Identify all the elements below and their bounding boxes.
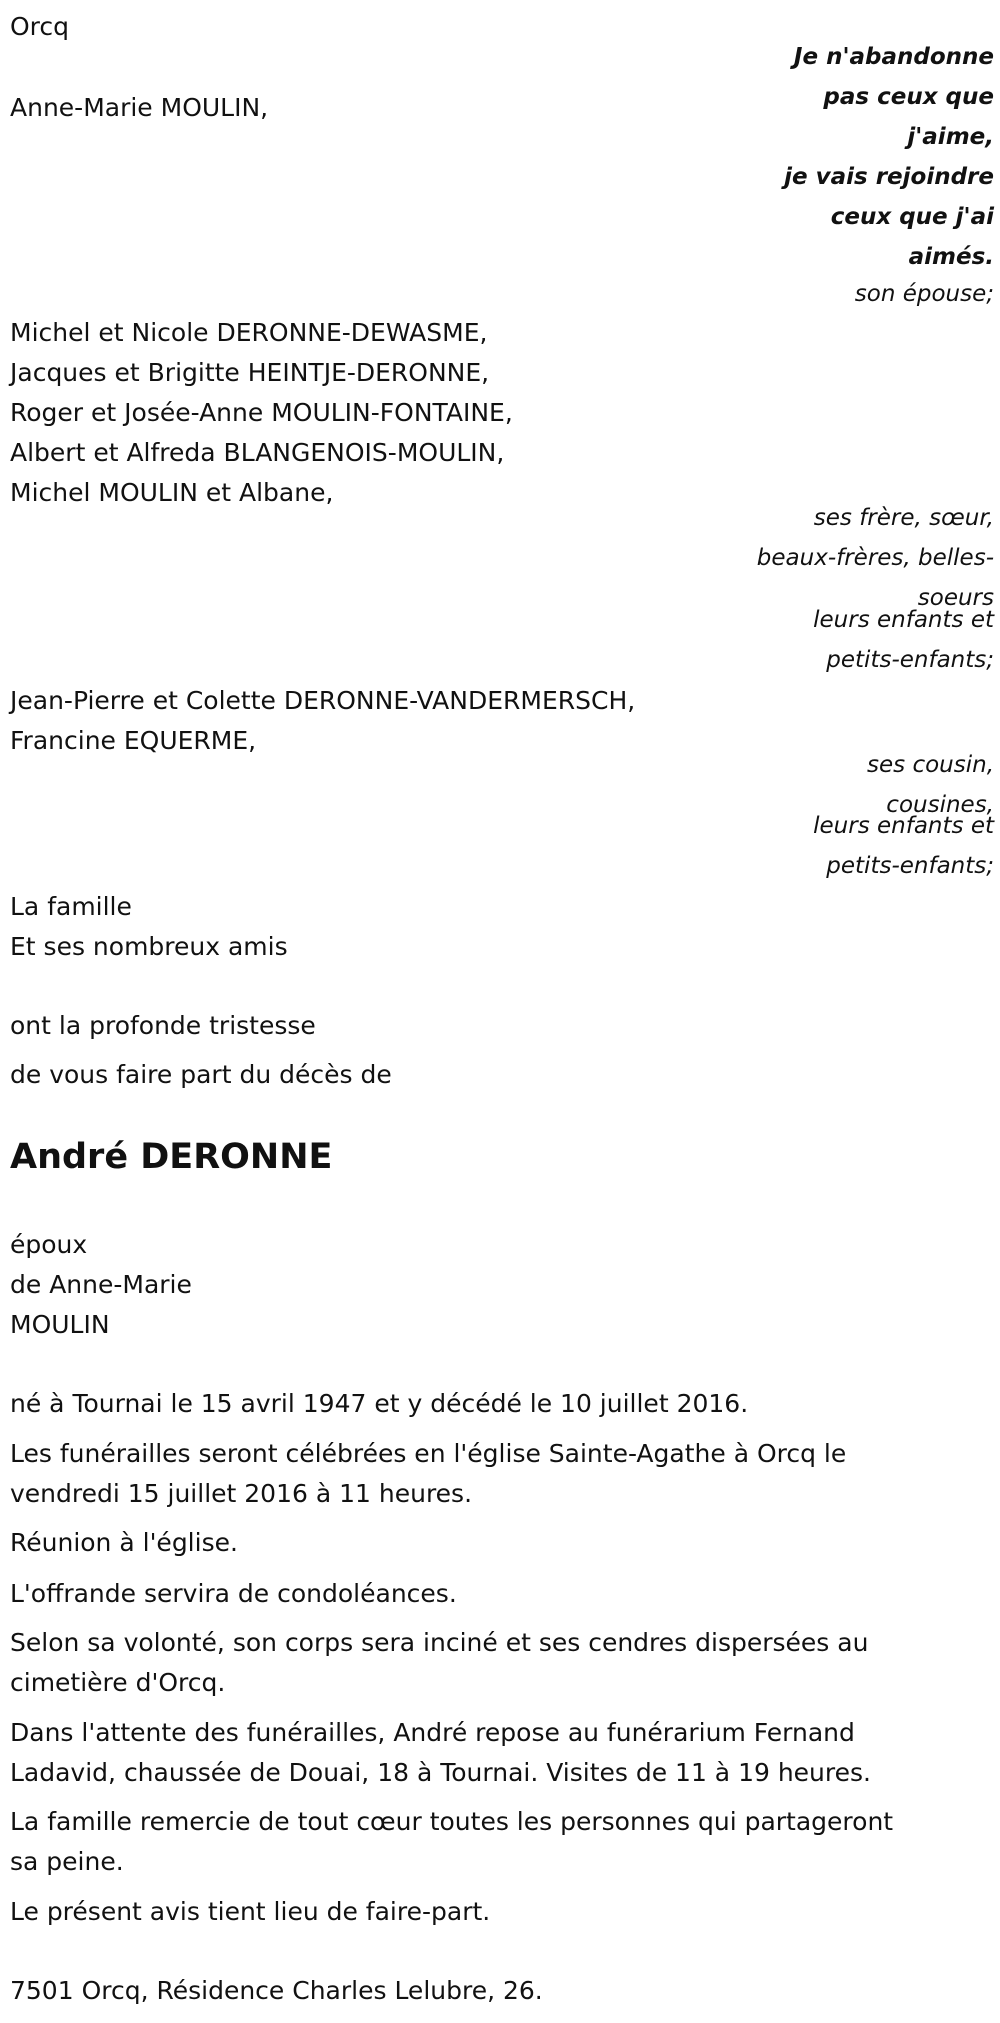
quote-line: ceux que j'ai: [830, 204, 994, 230]
detail-line: cimetière d'Orcq.: [10, 1668, 226, 1697]
family-line: La famille: [10, 892, 132, 921]
husband-of: MOULIN: [10, 1310, 110, 1339]
detail-line: né à Tournai le 15 avril 1947 et y décédé le 10 juillet 2016.: [10, 1389, 749, 1418]
siblings-relation: beaux-frères, belles-: [756, 545, 994, 571]
sibling-name: Jacques et Brigitte HEINTJE-DERONNE,: [10, 358, 490, 387]
deceased-name: André DERONNE: [10, 1137, 333, 1177]
detail-line: Réunion à l'église.: [10, 1528, 238, 1557]
quote-line: Je n'abandonne: [793, 44, 994, 70]
cousins-relation: cousines,: [886, 792, 994, 818]
quote-line: pas ceux que: [823, 84, 994, 110]
address: 7501 Orcq, Résidence Charles Lelubre, 26.: [10, 1976, 543, 2005]
family-line: Et ses nombreux amis: [10, 932, 288, 961]
sibling-name: Michel et Nicole DERONNE-DEWASME,: [10, 318, 488, 347]
siblings-relation: petits-enfants;: [826, 647, 994, 673]
sibling-name: Michel MOULIN et Albane,: [10, 478, 334, 507]
cousins-relation: leurs enfants et: [813, 813, 994, 839]
cousin-name: Jean-Pierre et Colette DERONNE-VANDERMERSCH,: [10, 686, 636, 715]
spouse-name: Anne-Marie MOULIN,: [10, 93, 269, 122]
spouse-relation: son épouse;: [854, 281, 994, 307]
quote-line: j'aime,: [907, 124, 994, 150]
detail-line: Ladavid, chaussée de Douai, 18 à Tournai. Visites de 11 à 19 heures.: [10, 1758, 871, 1787]
detail-line: La famille remercie de tout cœur toutes les personnes qui partageront: [10, 1807, 894, 1836]
cousin-name: Francine EQUERME,: [10, 726, 257, 755]
cousins-relation: ses cousin,: [867, 752, 994, 778]
siblings-relation: soeurs: [917, 585, 994, 611]
detail-line: vendredi 15 juillet 2016 à 11 heures.: [10, 1479, 473, 1508]
detail-line: Selon sa volonté, son corps sera inciné et ses cendres dispersées au: [10, 1628, 869, 1657]
cousins-relation: petits-enfants;: [826, 853, 994, 879]
announce-line: ont la profonde tristesse: [10, 1011, 316, 1040]
siblings-relation: leurs enfants et: [813, 607, 994, 633]
detail-line: Dans l'attente des funérailles, André repose au funérarium Fernand: [10, 1718, 855, 1747]
detail-line: Le présent avis tient lieu de faire-part.: [10, 1897, 491, 1926]
quote-line: aimés.: [908, 244, 994, 270]
sibling-name: Albert et Alfreda BLANGENOIS-MOULIN,: [10, 438, 505, 467]
detail-line: sa peine.: [10, 1847, 124, 1876]
quote-line: je vais rejoindre: [784, 164, 994, 190]
locality: Orcq: [10, 12, 70, 41]
detail-line: L'offrande servira de condoléances.: [10, 1579, 457, 1608]
husband-of: époux: [10, 1230, 88, 1259]
detail-line: Les funérailles seront célébrées en l'église Sainte-Agathe à Orcq le: [10, 1439, 847, 1468]
husband-of: de Anne-Marie: [10, 1270, 192, 1299]
announce-line: de vous faire part du décès de: [10, 1060, 392, 1089]
sibling-name: Roger et Josée-Anne MOULIN-FONTAINE,: [10, 398, 513, 427]
siblings-relation: ses frère, sœur,: [813, 505, 994, 531]
